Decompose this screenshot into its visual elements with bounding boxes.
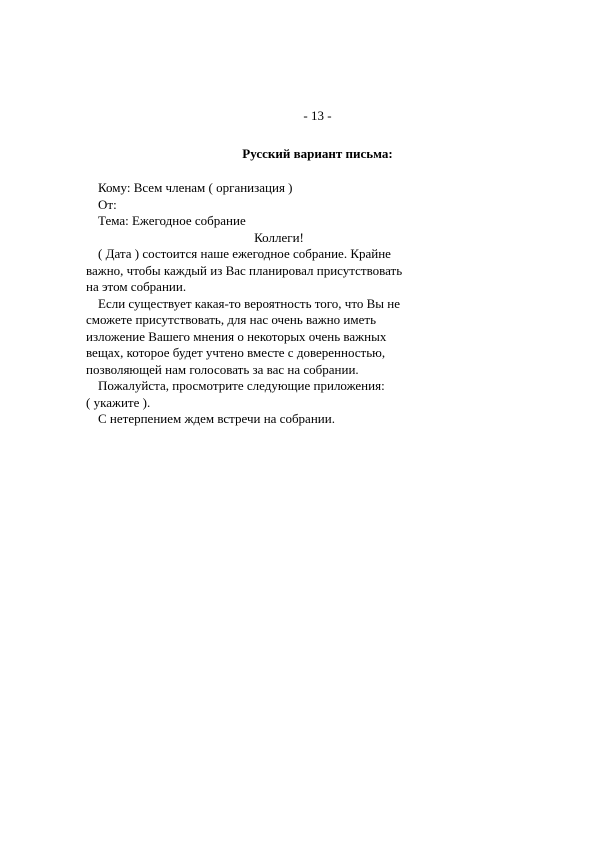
letter-from-line: От: — [98, 196, 117, 212]
paragraph3-line: ( укажите ). — [86, 394, 151, 410]
letter-body — [86, 180, 416, 428]
letter-closing: С нетерпением ждем встречи на собрании. — [98, 411, 335, 426]
letter-subject-line: Тема: Ежегодное собрание — [98, 213, 246, 228]
paragraph2-line: сможете присутствовать, для нас очень важно иметь — [86, 312, 376, 327]
paragraph1-line: важно, чтобы каждый из Вас планировал присутствовать — [86, 262, 403, 278]
paragraph2-line: Если существует какая-то вероятность того, что Вы не — [98, 295, 400, 311]
paragraph1-line: ( Дата ) состоится наше ежегодное собрание. Крайне — [98, 246, 391, 261]
page-number: - 13 - — [303, 108, 332, 123]
letter-salutation: Коллеги! — [254, 229, 304, 245]
paragraph3-line: Пожалуйста, просмотрите следующие приложения: — [98, 378, 385, 393]
paragraph1-line: на этом собрании. — [86, 279, 187, 294]
paragraph2-line: позволяющей нам голосовать за вас на собрании. — [86, 361, 359, 377]
letter-to-line: Кому: Всем членам ( организация ) — [98, 180, 293, 195]
paragraph2-line: вещах, которое будет учтено вместе с доверенностью, — [86, 345, 386, 360]
letter-heading: Русский вариант письма: — [242, 146, 393, 161]
paragraph2-line: изложение Вашего мнения о некоторых очень важных — [86, 328, 387, 344]
